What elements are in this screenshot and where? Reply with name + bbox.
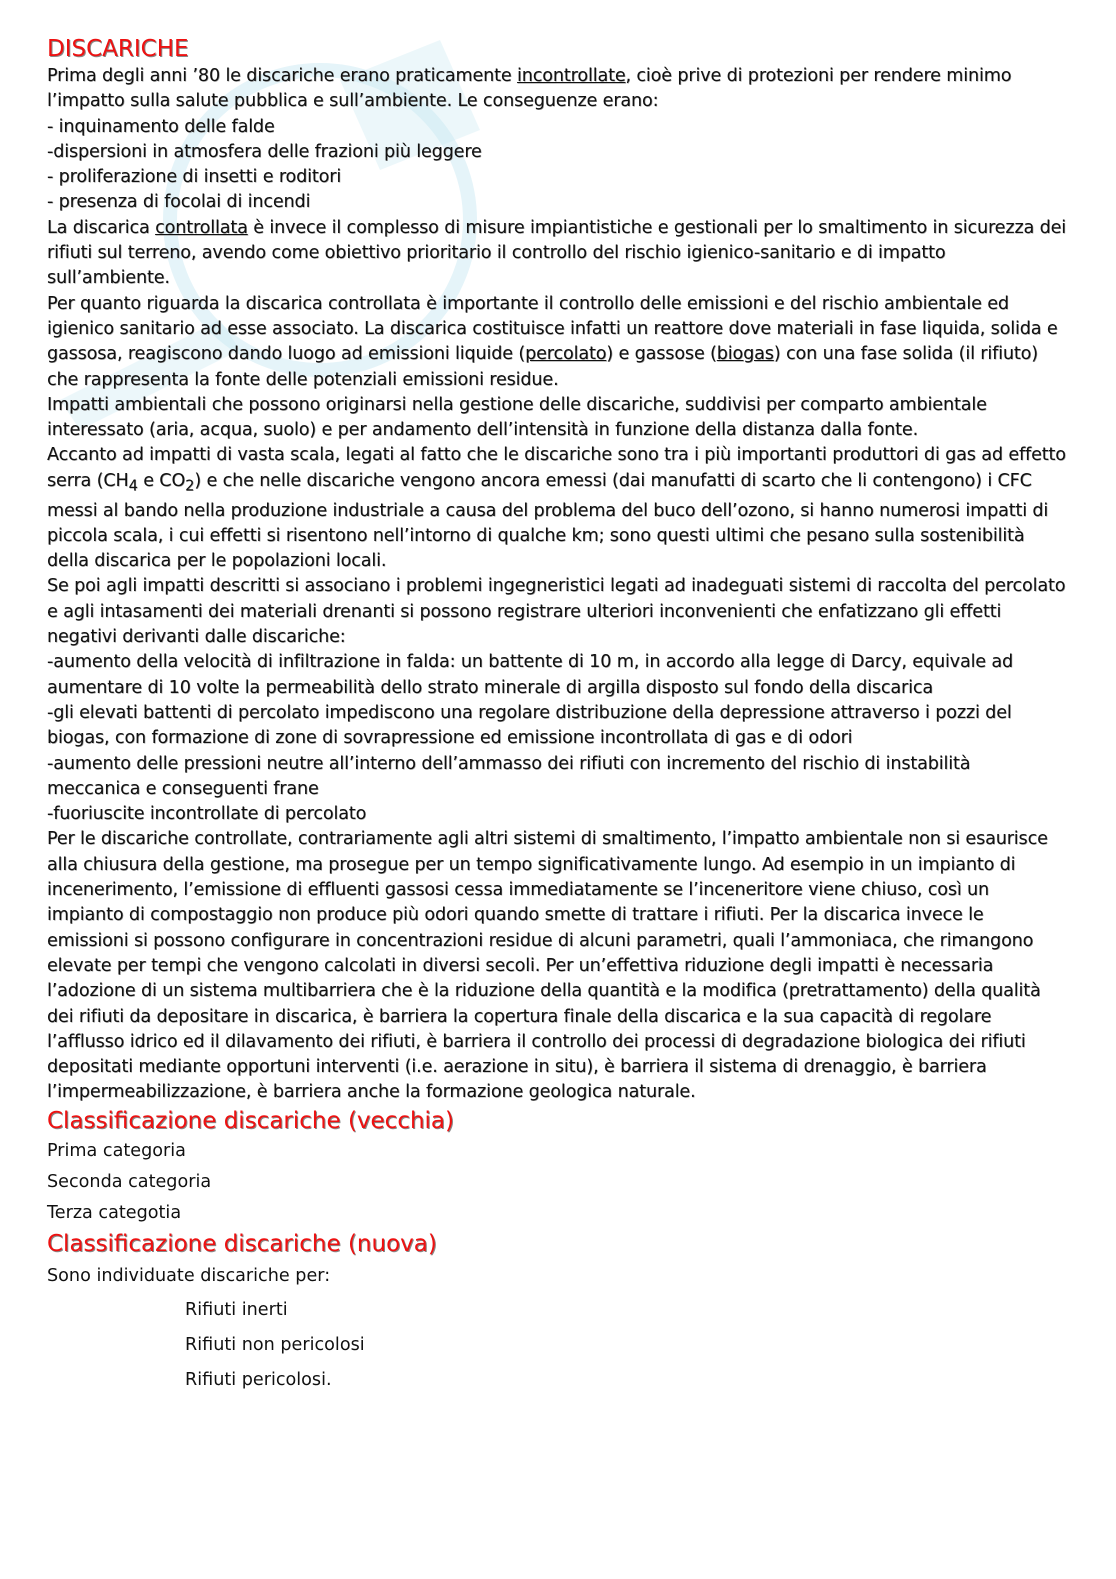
- scale-text-mid: e CO: [137, 470, 186, 491]
- biogas-term: biogas: [716, 344, 774, 365]
- scale-text: Accanto ad impatti di vasta scala, legati al fatto che le discariche sono tra i più importanti produttori di gas ad effetto serra (CH: [47, 445, 1066, 491]
- new-category-item: Rifiuti pericolosi.: [185, 1369, 332, 1390]
- intro-paragraph: [47, 64, 1067, 115]
- effect-item: -aumento della velocità di infiltrazione in falda: un battente di 10 m, in accordo alla legge di Darcy, equivale ad aumentare di 10 volte la permeabilità dello strato minerale di argilla disposto sul fondo della discarica: [47, 652, 1014, 698]
- effect-item: -aumento delle pressioni neutre all’interno dell’ammasso dei rifiuti con incremento del rischio di instabilità meccanica e conseguenti frane: [47, 753, 971, 799]
- subscript: 2: [185, 477, 195, 495]
- document-page: [47, 34, 1067, 1398]
- reactor-paragraph: [47, 292, 1067, 393]
- reactor-text-end: ) con una fase solida (il rifiuto) che rappresenta la fonte delle potenziali emissioni residue.: [47, 344, 1038, 390]
- consequence-item: - presenza di focolai di incendi: [47, 192, 311, 213]
- reactor-text: Per quanto riguarda la discarica controllata è importante il controllo delle emissioni e del rischio ambientale ed igienico sanitario ad esse associato. La discarica costituisce infatti un reattore dove materiali in fase liquida, solida e gassosa, reagiscono dando luogo ad emissioni liquide (: [47, 293, 1058, 365]
- impacts-paragraph: Impatti ambientali che possono originarsi nella gestione delle discariche, suddivisi per comparto ambientale interessato (aria, acqua, suolo) e per andamento dell’intensità in funzione della distanza dalla fonte.: [47, 394, 987, 441]
- consequence-item: - proliferazione di insetti e roditori: [47, 167, 342, 188]
- intro-text: Prima degli anni ’80 le discariche erano praticamente: [47, 66, 518, 86]
- new-classification-lead: Sono individuate discariche per:: [47, 1265, 331, 1286]
- new-category-item: Rifiuti non pericolosi: [185, 1334, 365, 1355]
- scale-paragraph: [47, 443, 1067, 574]
- intro-text-end: , cioè prive di protezioni per rendere minimo l’impatto sulla salute pubblica e sull’ambiente. Le conseguenze erano:: [47, 66, 1012, 112]
- page-title: DISCARICHE: [47, 36, 189, 62]
- scale-text-end: ) e che nelle discariche vengono ancora emessi (dai manufatti di scarto che li contengono) i CFC messi al bando nella produzione industriale a causa del problema del buco dell’ozono, si hanno numerosi impatti di piccola scala, i cui effetti si risentono nell’intorno di qualche km; sono questi ultimi che pesano sulla sostenibilità della discarica per le popolazioni locali.: [47, 470, 1049, 572]
- consequence-item: - inquinamento delle falde: [47, 116, 275, 137]
- multibarrier-paragraph: Per le discariche controllate, contrariamente agli altri sistemi di smaltimento, l’impatto ambientale non si esaurisce alla chiusura della gestione, ma prosegue per un tempo significativamente lungo. Ad esempio in un impianto di incenerimento, l’emissione di effluenti gassosi cessa immediatamente se l’inceneritore viene chiuso, così un impianto di compostaggio non produce più odori quando smette di trattare i rifiuti. Per la discarica invece le emissioni si possono configurare in concentrazioni residue di alcuni parametri, quali l’ammoniaca, che rimangono elevate per tempi che vengono calcolati in diversi secoli. Per un’effettiva riduzione degli impatti è necessaria l’adozione di un sistema multibarriera che è la riduzione della quantità e la modifica (pretrattamento) della qualità dei rifiuti da depositare in discarica, è barriera la copertura finale della discarica e la sua capacità di regolare l’afflusso idrico ed il dilavamento dei rifiuti, è barriera il controllo dei processi di degradazione biologica dei rifiuti depositati mediante opportuni interventi (i.e. aerazione in situ), è barriera il sistema di drenaggio, è barriera l’impermeabilizzazione, è barriera anche la formazione geologica naturale.: [47, 829, 1048, 1103]
- old-category-item: Seconda categoria: [47, 1171, 212, 1192]
- old-category-item: Terza categotia: [47, 1202, 182, 1223]
- old-classification-heading: Classificazione discariche (vecchia): [47, 1107, 455, 1134]
- engineering-paragraph: Se poi agli impatti descritti si associano i problemi ingegneristici legati ad inadeguati sistemi di raccolta del percolato e agli intasamenti dei materiali drenanti si possono registrare ulteriori inconvenienti che enfatizzano gli effetti negativi derivanti dalle discariche:: [47, 576, 1066, 648]
- intro-underlined: incontrollate: [517, 66, 626, 86]
- subscript: 4: [128, 477, 138, 495]
- new-classification-heading: Classificazione discariche (nuova): [47, 1230, 437, 1257]
- controlled-text: La discarica: [47, 217, 156, 238]
- new-category-item: Rifiuti inerti: [185, 1299, 288, 1320]
- controlled-underlined: controllata: [155, 217, 248, 238]
- controlled-paragraph: [47, 216, 1067, 292]
- old-category-item: Prima categoria: [47, 1140, 186, 1161]
- effect-item: -gli elevati battenti di percolato impediscono una regolare distribuzione della depressione attraverso i pozzi del biogas, con formazione di zone di sovrapressione ed emissione incontrollata di gas e di odori: [47, 702, 1012, 749]
- percolato-term: percolato: [525, 344, 607, 365]
- controlled-text-end: è invece il complesso di misure impiantistiche e gestionali per lo smaltimento in sicurezza dei rifiuti sul terreno, avendo come obiettivo prioritario il controllo del rischio igienico-sanitario e di impatto sull’ambiente.: [47, 217, 1067, 289]
- consequence-item: -dispersioni in atmosfera delle frazioni più leggere: [47, 141, 482, 162]
- reactor-text-mid: ) e gassose (: [606, 344, 717, 365]
- effect-item: -fuoriuscite incontrollate di percolato: [47, 804, 367, 825]
